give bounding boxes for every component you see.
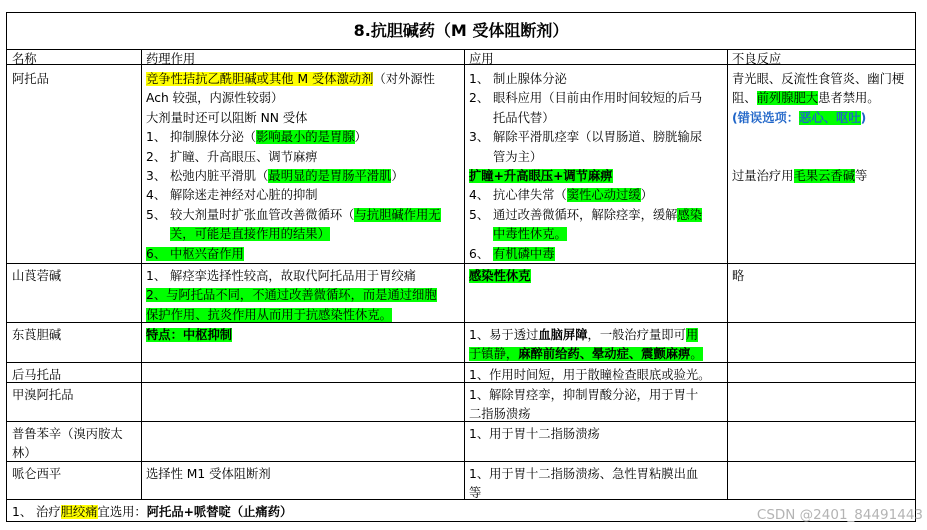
row-divider [7,382,915,383]
text: 等 [469,486,482,501]
atropine-usage [464,68,727,266]
text: 阻、 [732,91,757,106]
drug-name-atropine: 阿托品 [12,72,49,86]
anisodamine-adverse: 略 [732,269,745,283]
propantheline-usage: 1、用于胃十二指肠溃疡 [469,427,600,441]
text: 6、 [469,246,494,261]
atropine-pharm [141,68,464,266]
text: 1、 解痉挛选择性较高，故取代阿托品用于胃绞痛 [146,269,416,283]
text: 1、 治疗 [12,505,61,519]
pirenzepine-usage [464,463,727,506]
highlight-text: 影响最小的是胃腺 [256,130,355,145]
row-divider [7,499,915,500]
text: 普鲁苯辛（溴丙胺太 [12,427,123,441]
text: 2、 眼科应用（目前由作用时间较短的后马 [469,91,703,106]
row-divider [7,421,915,422]
scopolamine-usage [464,324,727,367]
highlight-text: 感染性休克 [469,269,531,283]
text: （对外源性 [373,72,435,86]
pirenzepine-pharm: 选择性 M1 受体阻断剂 [146,467,271,481]
text: 1、用于胃十二指肠溃疡、急性胃粘膜出血 [469,467,699,481]
text: 青光眼、反流性食管炎、幽门梗 [732,72,905,86]
text: ） [640,188,653,203]
text: 等 [855,169,868,184]
row-divider [7,461,915,462]
drug-table [6,12,916,522]
text: 患者禁用。 [818,91,880,106]
text: ) [860,110,867,125]
text: 宜选用： [97,505,147,519]
highlight-text: 窦性心动过缓 [566,188,641,203]
text: 2、 扩瞳、升高眼压、调节麻痹 [146,149,318,164]
text: 托品代替） [493,110,555,125]
anisodamine-pharm [141,265,464,327]
text: 3、 解除平滑肌痉挛（以胃肠道、膀胱输尿 [469,130,703,145]
text: 1、易于透过 [469,328,539,342]
highlight-text: 。 [690,347,703,362]
drug-name-pirenzepine: 哌仑西平 [12,467,62,481]
text: ，一般治疗量即可 [587,328,686,342]
watermark: CSDN @2401_84491443 [756,507,923,523]
text: ） [391,169,404,184]
highlight-text: 2、与阿托品不同，不通过改善微循环，而是通过细胞 [146,288,437,303]
drug-name-propantheline [7,423,141,466]
highlight-text: 麻醉前给药、晕动症、震颤麻痹 [518,347,691,362]
text: 过量治疗用 [732,169,794,184]
text: 血脑屏障 [538,328,588,342]
text: 5、 较大剂量时扩张血管改善微循环（ [146,207,355,222]
text: ） [354,130,367,145]
text: (错误选项： [732,110,800,125]
drug-name-methscopolamine: 甲溴阿托品 [12,388,74,402]
anisodamine-usage [464,265,727,288]
highlight-text: 扩瞳+升高眼压+调节麻痹 [469,169,613,184]
highlight-text: 有机磷中毒 [493,246,555,261]
text: Ach 较强，内源性较弱） [146,91,284,106]
text: 林） [12,446,37,461]
highlight-text: 感染 [677,207,703,222]
header-name: 名称 [12,52,37,66]
highlight-text: 保护作用、抗炎作用从而用于抗感染性休克。 [146,307,392,322]
atropine-adverse [727,68,915,188]
text: 4、 抗心律失常（ [469,188,567,203]
homatropine-usage: 1、作用时间短，用于散瞳检查眼底或验光。 [469,368,711,382]
header-pharm: 药理作用 [146,52,196,66]
text: 5、 通过改善微循环，解除痉挛，缓解 [469,207,678,222]
methscopolamine-usage [464,384,727,427]
highlight-text: 用 [685,328,699,342]
highlight-text: 中毒性休克。 [493,227,567,242]
text: 管为主） [493,149,543,164]
text: 4、 解除迷走神经对心脏的抑制 [146,188,318,203]
drug-name-homatropine: 后马托品 [12,368,62,382]
header-adverse: 不良反应 [732,52,782,66]
highlight-text: 特点：中枢抑制 [146,328,233,342]
scopolamine-pharm [141,324,464,347]
highlight-text: 恶心、呕吐 [799,110,861,125]
text: 1、解除胃痉挛，抑制胃酸分泌，用于胃十 [469,388,699,402]
highlight-text: 于镇静， [469,347,519,362]
highlight-text: 关，可能是直接作用的结果） [170,227,330,242]
text: 大剂量时还可以阻断 NN 受体 [146,110,308,125]
highlight-text: 与抗胆碱作用无 [354,207,441,222]
header-usage: 应用 [469,52,494,66]
highlight-text: 毛果云香碱 [793,169,855,184]
highlight-text: 6、 中枢兴奋作用 [146,246,244,261]
table-title: 8.抗胆碱药（M 受体阻断剂） [7,13,915,50]
highlight-text: 竞争性拮抗乙酰胆碱或其他 M 受体激动剂 [146,72,374,86]
highlight-text: 最明显的是胃肠平滑肌 [268,169,392,184]
text: 二指肠溃疡 [469,407,531,422]
drug-name-scopolamine: 东莨胆碱 [12,328,62,342]
text: 1、 抑制腺体分泌（ [146,130,257,145]
row-divider [7,362,915,363]
highlight-text: 胆绞痛 [60,505,98,519]
text: 1、 制止腺体分泌 [469,72,567,86]
text: 3、 松弛内脏平滑肌（ [146,169,269,184]
text: 阿托品+哌替啶（止痛药） [146,505,293,519]
drug-name-anisodamine: 山莨菪碱 [12,269,62,283]
highlight-text: 前列腺肥大 [756,91,819,106]
